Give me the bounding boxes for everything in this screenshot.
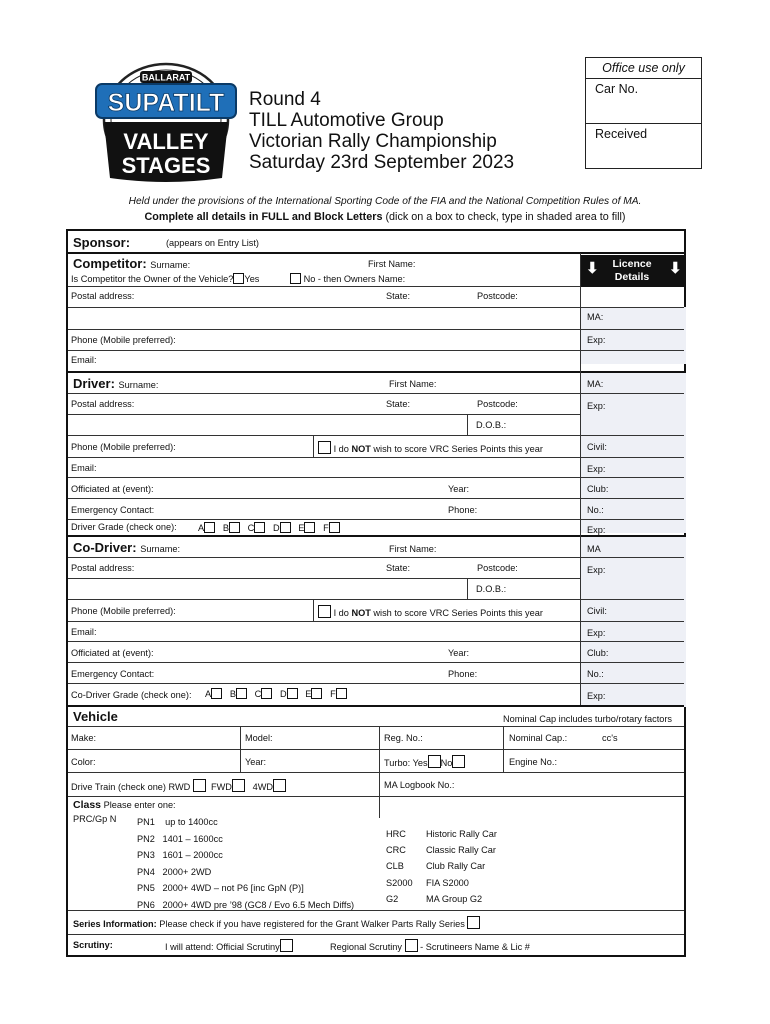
- driver-state-label: State:: [386, 399, 411, 409]
- driver-exp2-label: Exp:: [587, 464, 606, 474]
- owner-yes-checkbox[interactable]: [233, 273, 244, 284]
- pn1-code: PN1: [137, 817, 155, 827]
- driver-dob-label: D.O.B.:: [476, 420, 507, 430]
- class-header: [73, 800, 176, 811]
- competitor-postal-label: Postal address:: [71, 291, 135, 301]
- grade-d-checkbox[interactable]: [280, 522, 291, 533]
- driver-score-pre: I do: [333, 444, 352, 454]
- received-label: Received: [595, 127, 648, 141]
- class-pn3: [137, 847, 354, 864]
- codriver-label: [73, 540, 180, 557]
- codriver-year-label: Year:: [448, 648, 470, 658]
- driver-civil-label: Civil:: [587, 442, 607, 452]
- grade-a-checkbox[interactable]: [204, 522, 215, 533]
- pn6-desc: 2000+ 4WD pre ’98 (GC8 / Evo 6.5 Mech Diffs): [162, 899, 355, 910]
- co-grade-f-checkbox[interactable]: [336, 688, 347, 699]
- series-text: Please check if you have registered for the Grant Walker Parts Rally Series: [156, 919, 465, 929]
- pn4-code: PN4: [137, 866, 155, 877]
- competitor-email-label: Email:: [71, 355, 97, 365]
- competitor-exp-label: Exp:: [587, 335, 606, 345]
- car-no-field: [586, 79, 701, 124]
- co-grade-a-label: A: [205, 689, 212, 699]
- owner-question: [71, 273, 259, 285]
- grade-b-checkbox[interactable]: [229, 522, 240, 533]
- co-grade-e-checkbox[interactable]: [311, 688, 322, 699]
- received-field: [586, 124, 701, 144]
- codriver-state-label: State:: [386, 563, 411, 573]
- co-grade-c-label: C: [254, 689, 262, 699]
- entry-form: [66, 229, 686, 957]
- codriver-score-post: wish to score VRC Series Points this year: [370, 608, 543, 618]
- g2-code: G2: [386, 893, 399, 904]
- codriver-postcode-label: Postcode:: [477, 563, 518, 573]
- codriver-score-not: NOT: [351, 608, 371, 618]
- regional-scrutiny-checkbox[interactable]: [405, 939, 418, 952]
- s2000-code: S2000: [386, 877, 413, 888]
- codriver-emergency-phone-label: Phone:: [448, 669, 478, 679]
- driver-club-label: Club:: [587, 484, 609, 494]
- grade-f-checkbox[interactable]: [329, 522, 340, 533]
- driver-grade-options: [198, 522, 340, 534]
- class-g2: [386, 891, 497, 907]
- co-grade-f-label: F: [330, 689, 336, 699]
- codriver-postal-label: Postal address:: [71, 563, 135, 573]
- turbo-no-checkbox[interactable]: [452, 755, 465, 768]
- driver-score-not: NOT: [351, 444, 371, 454]
- event-title: [249, 89, 514, 173]
- series-info: [73, 916, 480, 930]
- complete-bold: Complete all details in FULL and Block Letters: [144, 211, 383, 223]
- grade-b-label: B: [222, 523, 229, 533]
- driver-emergency-label: Emergency Contact:: [71, 505, 155, 515]
- co-grade-e-label: E: [305, 689, 312, 699]
- competitor-postcode-label: Postcode:: [477, 291, 518, 301]
- make-label: Make:: [71, 733, 97, 743]
- competitor-title: Competitor:: [73, 256, 147, 271]
- crc-desc: Classic Rally Car: [426, 845, 496, 856]
- class-hrc: [386, 826, 497, 842]
- crc-code: CRC: [386, 845, 406, 856]
- driver-exp3-label: Exp:: [587, 525, 606, 535]
- driver-surname-label: Surname:: [118, 380, 159, 390]
- codriver-score-pre: I do: [333, 608, 352, 618]
- competitor-surname-label: Surname:: [150, 260, 191, 270]
- grade-c-label: C: [247, 523, 255, 533]
- turbo-field: [384, 755, 465, 769]
- other-class-list: [386, 826, 497, 907]
- office-use-header: Office use only: [586, 58, 701, 79]
- codriver-exp2-label: Exp:: [587, 628, 606, 638]
- sponsor-label: Sponsor:: [73, 235, 131, 250]
- color-label: Color:: [71, 757, 96, 767]
- competitor-ma-label: MA:: [587, 312, 604, 322]
- owner-no-checkbox[interactable]: [290, 273, 301, 284]
- codriver-no-score-checkbox[interactable]: [318, 605, 331, 618]
- codriver-grade-label: Co-Driver Grade (check one):: [71, 690, 192, 700]
- pn5-desc: 2000+ 4WD – not P6 [inc GpN (P)]: [162, 883, 304, 894]
- owner-no-field: [290, 273, 405, 285]
- licence-head-1: Licence: [612, 258, 652, 270]
- office-use-box: [585, 57, 702, 169]
- codriver-exp3-label: Exp:: [587, 691, 606, 701]
- codriver-civil-label: Civil:: [587, 606, 607, 616]
- down-arrow-icon: ⬇: [586, 260, 599, 277]
- driver-email-label: Email:: [71, 463, 97, 473]
- driver-score-post: wish to score VRC Series Points this year: [370, 444, 543, 454]
- driver-grade-label: Driver Grade (check one):: [71, 522, 177, 532]
- clb-code: CLB: [386, 861, 404, 872]
- competitor-first-name-label: First Name:: [368, 259, 416, 269]
- co-grade-b-checkbox[interactable]: [236, 688, 247, 699]
- co-grade-b-label: B: [229, 689, 236, 699]
- turbo-yes-checkbox[interactable]: [428, 755, 441, 768]
- svg-text:VALLEY: VALLEY: [123, 129, 209, 154]
- codriver-phone-label: Phone (Mobile preferred):: [71, 606, 176, 616]
- official-scrutiny-checkbox[interactable]: [280, 939, 293, 952]
- codriver-title: Co-Driver:: [73, 540, 137, 555]
- svg-text:SUPATILT: SUPATILT: [107, 89, 225, 117]
- competitor-phone-label: Phone (Mobile preferred):: [71, 335, 176, 345]
- s2000-desc: FIA S2000: [426, 877, 469, 888]
- scrutiny-regional: [330, 939, 530, 953]
- series-label: Series Information:: [73, 919, 157, 929]
- codriver-officiated-label: Officiated at (event):: [71, 648, 154, 658]
- driver-ma-label: MA:: [587, 379, 604, 389]
- scrutiny-official: [165, 939, 293, 953]
- class-s2000: [386, 875, 497, 891]
- class-pn4: [137, 864, 354, 881]
- driver-no-score-checkbox[interactable]: [318, 441, 331, 454]
- vehicle-label: Vehicle: [73, 709, 118, 724]
- ccs-label: cc's: [602, 733, 618, 743]
- event-logo: [94, 60, 238, 188]
- class-crc: [386, 842, 497, 858]
- drive-train-label: Drive Train (check one) RWD: [71, 782, 191, 792]
- turbo-yes-label: Turbo: Yes: [384, 758, 428, 768]
- class-pn2: [137, 831, 354, 848]
- vehicle-year-label: Year:: [245, 757, 267, 767]
- driver-phone-label: Phone (Mobile preferred):: [71, 442, 176, 452]
- rwd-checkbox[interactable]: [193, 779, 206, 792]
- grade-e-checkbox[interactable]: [304, 522, 315, 533]
- title-line-3: Victorian Rally Championship: [249, 131, 497, 152]
- class-clb: [386, 858, 497, 874]
- codriver-first-name-label: First Name:: [389, 544, 437, 554]
- driver-label: [73, 376, 158, 393]
- codriver-surname-label: Surname:: [140, 544, 181, 554]
- scrutiny-title: Scrutiny:: [73, 940, 113, 950]
- scrutiny-label: [73, 940, 113, 951]
- regional-scrutiny-label: Regional Scrutiny: [330, 942, 403, 952]
- pn2-desc: 1401 – 1600cc: [162, 833, 223, 844]
- owner-no-label: No - then Owners Name:: [303, 274, 406, 284]
- scrutiny-attend-label: I will attend: Official Scrutiny: [165, 942, 280, 952]
- series-registered-checkbox[interactable]: [467, 916, 480, 929]
- pn2-code: PN2: [137, 833, 155, 844]
- hrc-desc: Historic Rally Car: [426, 829, 497, 839]
- grade-d-label: D: [272, 523, 280, 533]
- pn6-code: PN6: [137, 899, 155, 910]
- car-no-label: Car No.: [595, 82, 639, 96]
- 4wd-checkbox[interactable]: [273, 779, 286, 792]
- driver-first-name-label: First Name:: [389, 379, 437, 389]
- fwd-label: FWD: [210, 782, 232, 792]
- pn4-desc: 2000+ 2WD: [162, 866, 212, 877]
- codriver-no-label: No.:: [587, 669, 604, 679]
- codriver-ma-label: MA: [587, 544, 601, 554]
- logbook-label: MA Logbook No.:: [384, 780, 455, 790]
- codriver-score-option: [318, 605, 543, 619]
- co-grade-a-checkbox[interactable]: [211, 688, 222, 699]
- model-label: Model:: [245, 733, 273, 743]
- pn1-desc: up to 1400cc: [165, 817, 218, 827]
- owner-yes-label: Yes: [244, 274, 260, 284]
- pn3-code: PN3: [137, 850, 155, 861]
- co-grade-c-checkbox[interactable]: [261, 688, 272, 699]
- clb-desc: Club Rally Car: [426, 861, 486, 872]
- scrutineer-label: - Scrutineers Name & Lic #: [417, 942, 530, 952]
- engine-no-label: Engine No.:: [509, 757, 558, 767]
- class-pn1: [137, 814, 354, 831]
- class-pn5: [137, 880, 354, 897]
- svg-text:STAGES: STAGES: [121, 153, 211, 178]
- pn3-desc: 1601 – 2000cc: [162, 850, 223, 861]
- owner-question-text: Is Competitor the Owner of the Vehicle?: [71, 274, 234, 284]
- competitor-label: [73, 256, 190, 273]
- codriver-dob-label: D.O.B.:: [476, 584, 507, 594]
- down-arrow-icon: ⬇: [669, 260, 682, 277]
- reg-no-label: Reg. No.:: [384, 733, 423, 743]
- complete-instructions: [0, 211, 770, 223]
- hrc-code: HRC: [386, 829, 406, 839]
- sponsor-note: (appears on Entry List): [166, 238, 259, 248]
- class-enter: Please enter one:: [101, 800, 176, 810]
- held-under-notice: Held under the provisions of the International Sporting Code of the FIA and the National Competition Rules of MA.: [128, 196, 642, 207]
- driver-year-label: Year:: [448, 484, 470, 494]
- codriver-emergency-label: Emergency Contact:: [71, 669, 155, 679]
- codriver-club-label: Club:: [587, 648, 609, 658]
- nominal-cap-note: Nominal Cap includes turbo/rotary factors: [503, 714, 673, 724]
- codriver-exp-label: Exp:: [587, 565, 606, 575]
- grade-a-label: A: [198, 523, 205, 533]
- pn-class-list: [137, 814, 354, 914]
- class-label: Class: [73, 799, 102, 811]
- grade-f-label: F: [323, 523, 329, 533]
- grade-e-label: E: [298, 523, 305, 533]
- competitor-state-label: State:: [386, 291, 411, 301]
- g2-desc: MA Group G2: [426, 893, 483, 904]
- 4wd-label: 4WD: [252, 782, 273, 792]
- driver-score-option: [318, 441, 543, 455]
- class-pn6: [137, 897, 354, 914]
- driver-exp-label: Exp:: [587, 401, 606, 411]
- codriver-grade-options: [205, 688, 347, 700]
- complete-rest: (dick on a box to check, type in shaded area to fill): [382, 211, 626, 223]
- turbo-no-label: No: [440, 758, 453, 768]
- driver-postcode-label: Postcode:: [477, 399, 518, 409]
- title-line-1: Round 4: [249, 89, 321, 110]
- driver-postal-label: Postal address:: [71, 399, 135, 409]
- fwd-checkbox[interactable]: [232, 779, 245, 792]
- drive-train-field: [71, 779, 286, 793]
- title-line-2: TILL Automotive Group: [249, 110, 444, 131]
- nominal-cap-label: Nominal Cap.:: [509, 733, 568, 743]
- prc-label: PRC/Gp N: [73, 814, 117, 824]
- driver-officiated-label: Officiated at (event):: [71, 484, 154, 494]
- driver-no-label: No.:: [587, 505, 604, 515]
- licence-head-2: Details: [614, 271, 650, 283]
- co-grade-d-label: D: [279, 689, 287, 699]
- co-grade-d-checkbox[interactable]: [287, 688, 298, 699]
- pn5-code: PN5: [137, 883, 155, 894]
- driver-title: Driver:: [73, 376, 115, 391]
- grade-c-checkbox[interactable]: [254, 522, 265, 533]
- title-line-4: Saturday 23rd September 2023: [249, 152, 515, 173]
- svg-text:BALLARAT: BALLARAT: [141, 72, 191, 83]
- codriver-email-label: Email:: [71, 627, 97, 637]
- driver-emergency-phone-label: Phone:: [448, 505, 478, 515]
